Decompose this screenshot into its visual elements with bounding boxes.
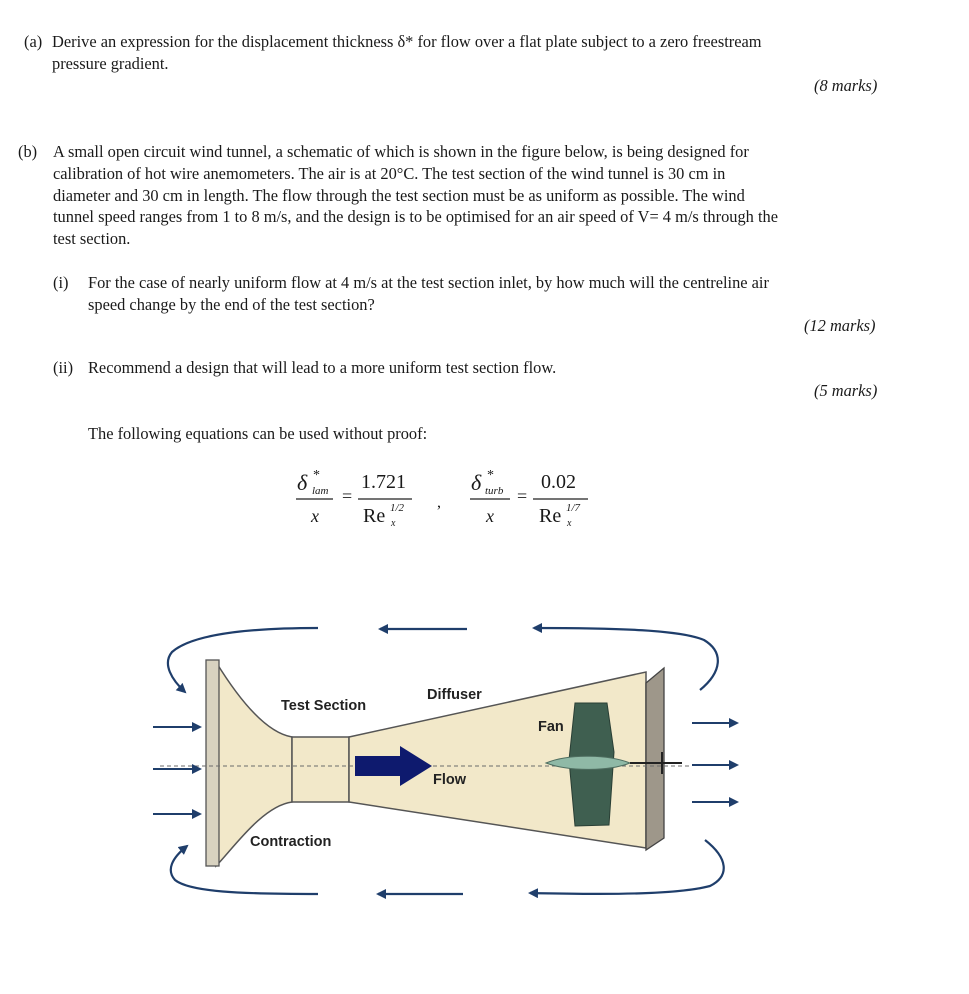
label-diffuser: Diffuser <box>427 687 482 703</box>
eq-lam-num: 1.721 <box>361 471 406 493</box>
eq-lam-exp: 1/2 <box>390 502 405 514</box>
bottom-right-return-arrow <box>530 840 724 894</box>
label-fan: Fan <box>538 719 564 735</box>
bottom-left-return-arrow <box>171 846 318 894</box>
inlet-plate <box>206 660 219 866</box>
part-a-line2: pressure gradient. <box>52 54 169 73</box>
eq-turb-star: * <box>487 468 494 483</box>
label-flow: Flow <box>433 772 467 788</box>
eq-turb-den-x: x <box>486 506 494 526</box>
part-b-ii-marks: (5 marks) <box>814 381 878 400</box>
inlet-arrows <box>153 727 200 814</box>
eq-lam-delta-symbol: δ <box>297 470 308 495</box>
eq-turb-re: Re <box>539 505 562 527</box>
eq-lam-sub: lam <box>312 485 329 497</box>
label-test-section: Test Section <box>281 698 367 714</box>
part-b-ii-line1: Recommend a design that will lead to a more uniform test section flow. <box>88 358 557 377</box>
label-contraction: Contraction <box>250 834 332 850</box>
top-left-return-arrow <box>168 628 318 692</box>
eq-turb-num: 0.02 <box>541 471 576 493</box>
eq-lam-den-x: x <box>311 506 319 526</box>
eq-turb-exp: 1/7 <box>566 502 581 514</box>
eq-lam-re-sub: x <box>391 518 396 529</box>
part-b-line-1: A small open circuit wind tunnel, a schematic of which is shown in the figure below, is being designed for <box>53 142 749 161</box>
part-a-marks: (8 marks) <box>814 76 878 95</box>
part-b-i-line2: speed change by the end of the test section? <box>88 294 375 314</box>
eq-turb-delta-symbol: δ <box>471 470 482 495</box>
part-a-line1: Derive an expression for the displacement thickness δ* for flow over a flat plate subject to a zero freestream <box>52 32 762 51</box>
eq-separator: , <box>437 494 441 511</box>
eq-turb-equals: = <box>517 486 528 506</box>
part-b-ii-label: (ii) <box>53 358 74 377</box>
eq-turb-sub: turb <box>485 485 504 497</box>
part-b-line-4: tunnel speed ranges from 1 to 8 m/s, and the design is to be optimised for an air speed of V= 4 m/s through the <box>53 207 778 227</box>
part-b-i-line1: For the case of nearly uniform flow at 4 m/s at the test section inlet, by how much will the centreline air <box>88 273 769 292</box>
part-b-i-label: (i) <box>53 273 69 292</box>
eq-lam-equals: = <box>342 486 353 506</box>
eq-turb-re-sub: x <box>567 518 572 529</box>
outlet-arrows <box>692 723 737 802</box>
part-b-i-marks: (12 marks) <box>804 316 876 335</box>
part-b-line-5: test section. <box>53 229 131 249</box>
test-section <box>292 737 349 802</box>
eq-lam-star: * <box>313 468 320 483</box>
equations-intro: The following equations can be used without proof: <box>88 424 428 443</box>
part-b-line-3: diameter and 30 cm in length. The flow through the test section must be as uniform as possible. The wind <box>53 185 745 205</box>
eq-lam-re: Re <box>363 505 386 527</box>
part-b-line-2: calibration of hot wire anemometers. The air is at 20°C. The test section of the wind tunnel is 30 cm in <box>53 163 726 183</box>
part-a-label: (a) <box>24 32 43 51</box>
part-b-label: (b) <box>18 142 38 161</box>
